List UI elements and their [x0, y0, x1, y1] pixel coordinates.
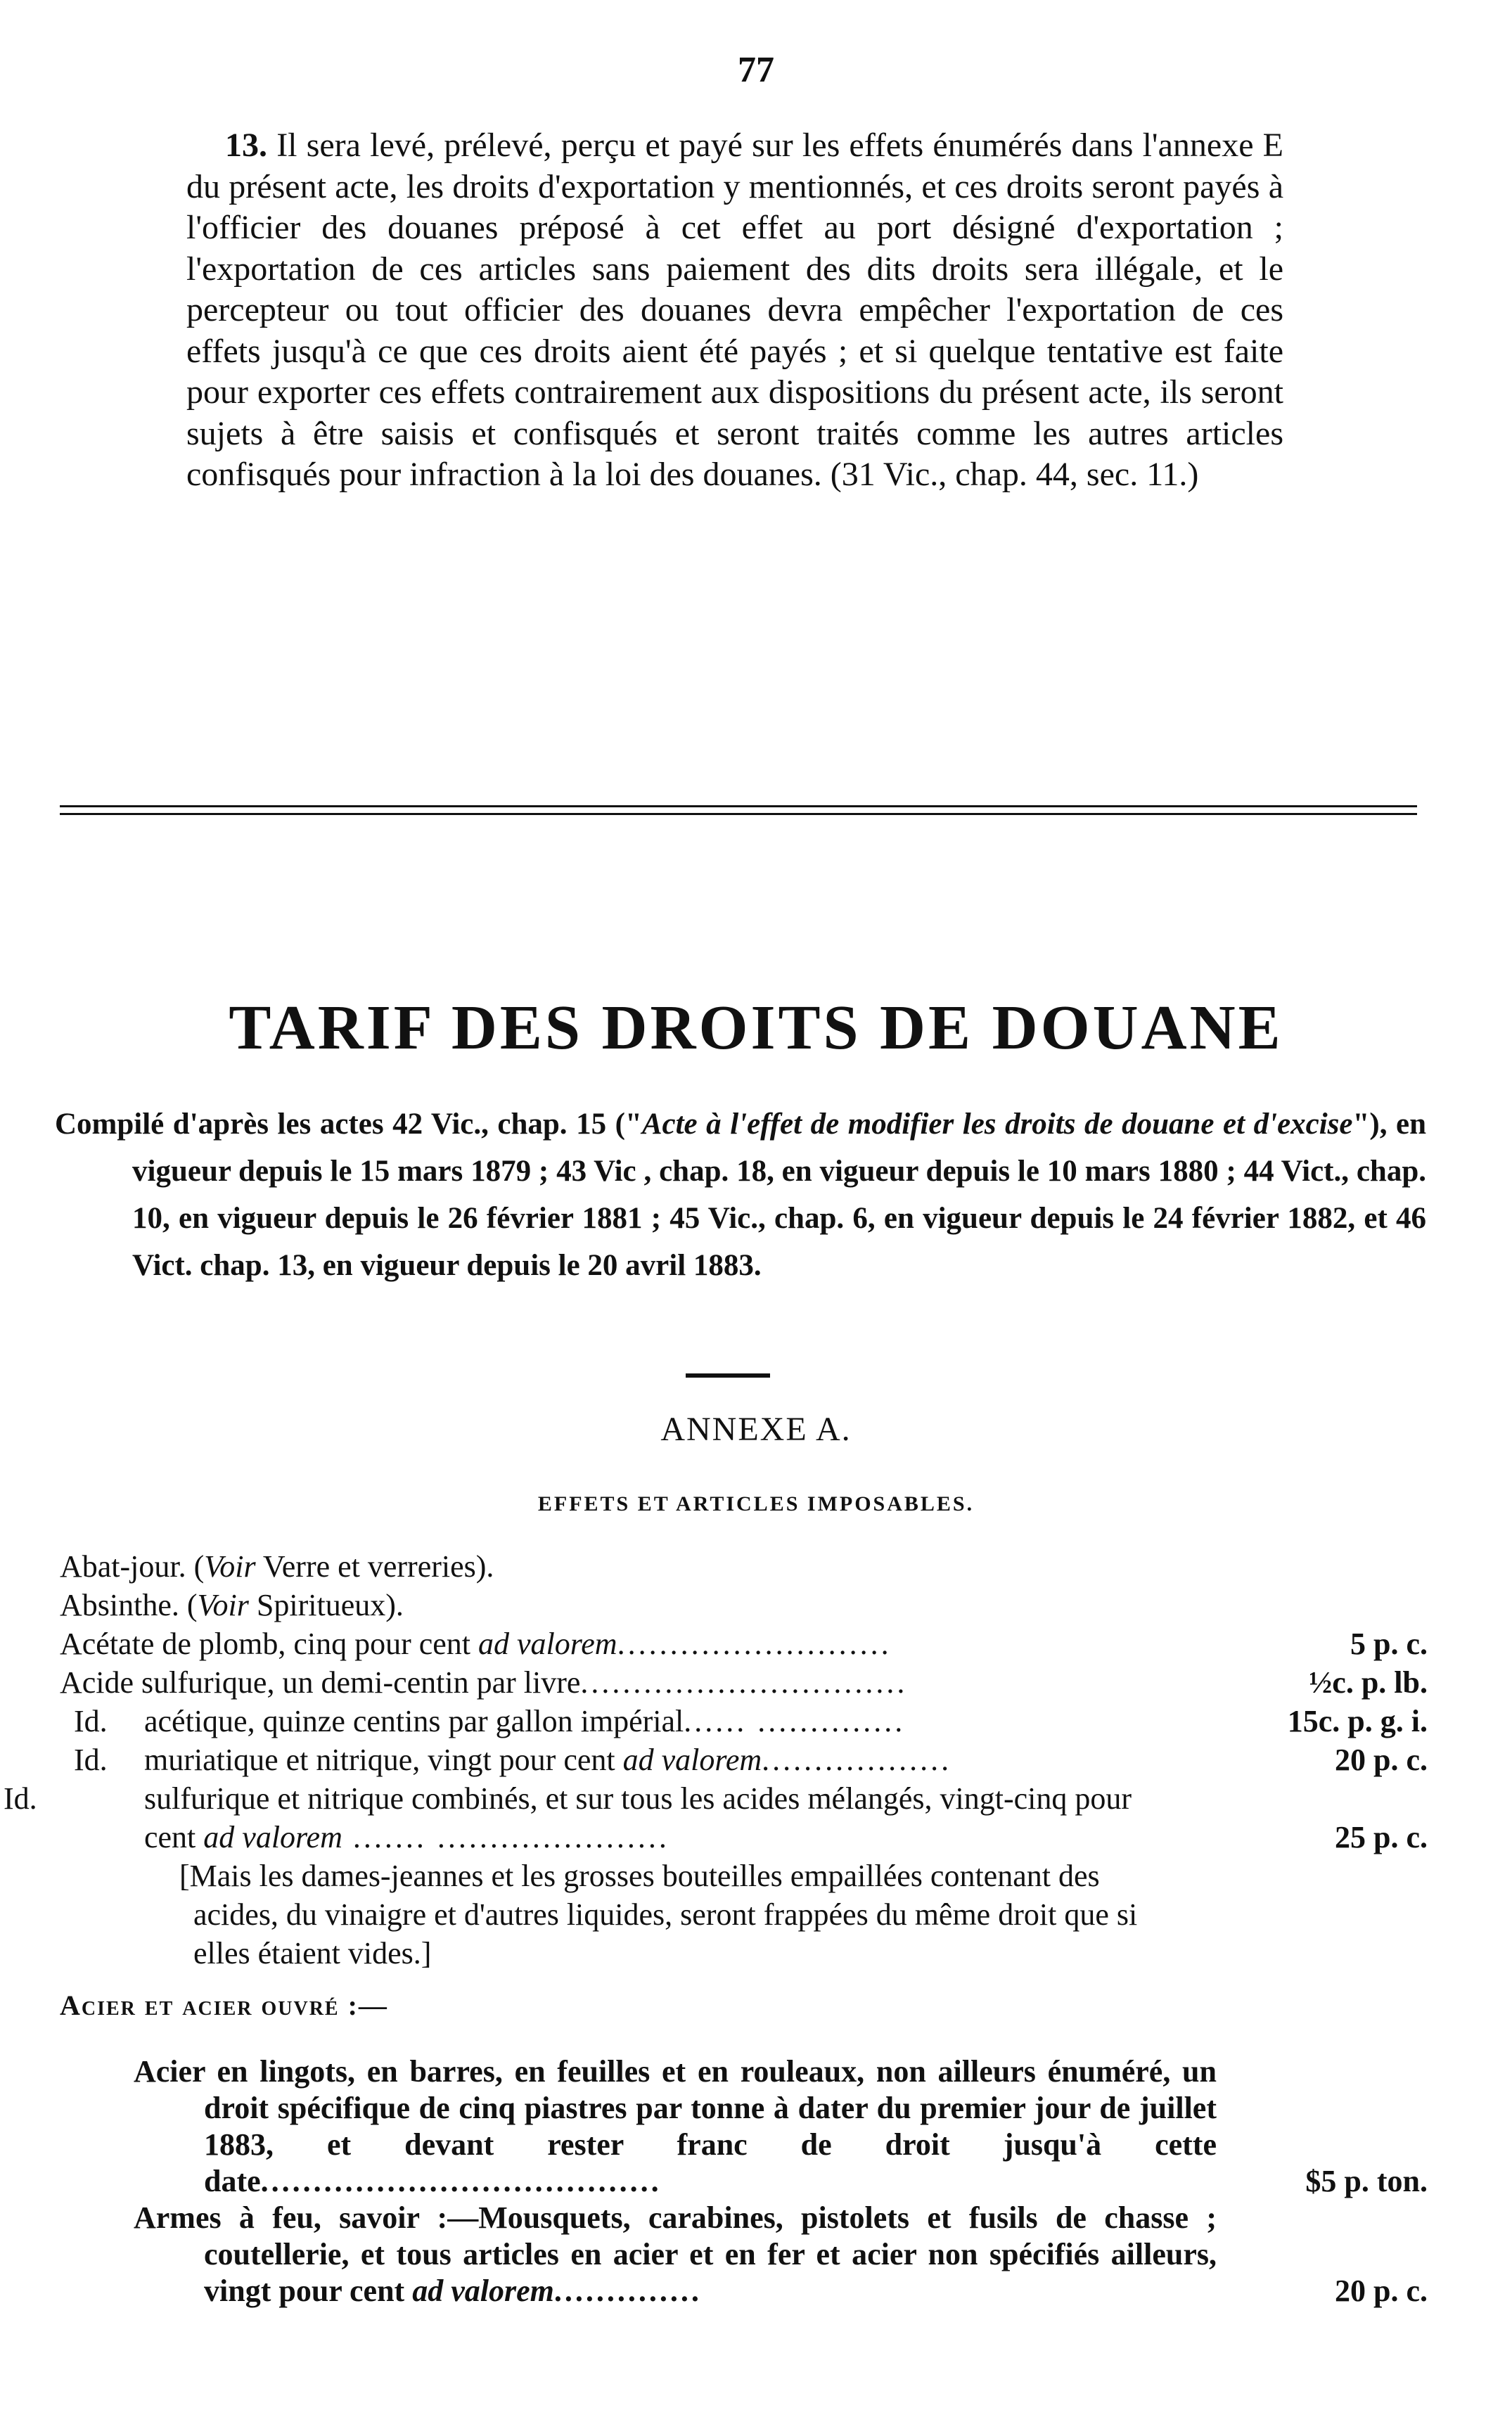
tarif-title: TARIF DES DROITS DE DOUANE [229, 993, 1283, 1063]
tariff-rate: 20 p. c. [1335, 1743, 1428, 1777]
article-text: Il sera levé, prélevé, perçu et payé sur les effets énumérés dans l'annexe E du présent acte, les droits d'exportation y mentionnés, et ces droits seront payés à l'officier des douanes préposé à cet effet au port désigné d'exportation ; l'exportation de ces articles sans paiement des dits droits sera illégale, et le percepteur ou tout officier des douanes devra empêcher l'exportation de ces effets jusqu'à ce que ces droits aient été payés ; et si quelque tentative est faite pour exporter ces effets contrairement aux dispositions du présent acte, ils seront sujets à être saisis et confisqués et seront traités comme les autres articles confisqués pour infraction à la loi des douanes. (31 Vic., chap. 44, sec. 11.) [186, 127, 1283, 493]
tariff-entry: Absinthe. (Voir Spiritueux). [60, 1588, 404, 1622]
tariff-entry: Acétate de plomb, cinq pour cent ad valorem.......................... 5 p. c. [60, 1624, 1428, 1663]
compile-act-title: Acte à l'effet de modifier les droits de douane et d'excise [641, 1108, 1353, 1141]
tariff-entries [4, 1547, 1428, 1973]
double-divider [60, 805, 1417, 815]
tariff-entry: Acide sulfurique, un demi-centin par livre............................... ½c. p. lb. [60, 1663, 1428, 1702]
article-number: 13. [225, 127, 267, 164]
tariff-entry: Id. acétique, quinze centins par gallon impérial...... .............. 15c. p. g. i. [60, 1702, 1428, 1741]
section-heading-acier: Acier et acier ouvré :— [60, 1989, 388, 2021]
annexe-heading: ANNEXE A. [660, 1411, 852, 1448]
tariff-rate: $5 p. ton. [1305, 2164, 1428, 2198]
page-number: 77 [738, 50, 774, 90]
article-13 [186, 125, 1283, 496]
acier-entries [134, 2053, 1428, 2309]
tariff-rate: 5 p. c. [1350, 1627, 1428, 1661]
tariff-entry: Id. muriatique et nitrique, vingt pour cent ad valorem.................. 20 p. c. [60, 1741, 1428, 1779]
tariff-entry: Id. sulfurique et nitrique combinés, et sur tous les acides mélangés, vingt-cinq pour cent ad valorem ....... ...................... 25 p. c. [60, 1779, 1428, 1857]
tariff-rate: ½c. p. lb. [1309, 1665, 1428, 1700]
tariff-rate: 25 p. c. [1335, 1820, 1428, 1854]
annexe-subheading: EFFETS ET ARTICLES IMPOSABLES. [537, 1492, 975, 1515]
compile-text-before: Compilé d'après les actes 42 Vic., chap. 15 (" [55, 1108, 642, 1141]
compile-text-after: "), en vigueur depuis le 15 mars 1879 ; 43 Vic , chap. 18, en vigueur depuis le 10 mars 1880 ; 44 Vict., chap. 10, en vigueur depuis le 26 février 1881 ; 45 Vic., chap. 6, en vigueur depuis le 24 février 1882, et 46 Vict. chap. 13, en vigueur depuis le 20 avril 1883. [132, 1108, 1426, 1282]
tariff-entry: Armes à feu, savoir :—Mousquets, carabines, pistolets et fusils de chasse ; coutellerie, et tous articles en acier et en fer et acier non spécifiés ailleurs, vingt pour cent ad valorem.............. 20 p. c. [134, 2200, 1428, 2308]
tariff-rate: 15c. p. g. i. [1287, 1704, 1428, 1738]
compilation-note [55, 1101, 1426, 1289]
tariff-entry: Abat-jour. (Voir Verre et verreries). [60, 1549, 494, 1584]
tariff-note: [Mais les dames-jeannes et les grosses bouteilles empaillées contenant des acides, du vinaigre et d'autres liquides, seront frappées du même droit que si elles étaient vides.] [179, 1859, 1138, 1970]
tariff-rate: 20 p. c. [1335, 2274, 1428, 2308]
short-divider [686, 1373, 770, 1378]
tariff-entry: Acier en lingots, en barres, en feuilles et en rouleaux, non ailleurs énuméré, un droit spécifique de cinq piastres par tonne à dater du premier jour de juillet 1883, et devant rester franc de droit jusqu'à cette date...................................... $5 p. ton. [134, 2054, 1428, 2198]
